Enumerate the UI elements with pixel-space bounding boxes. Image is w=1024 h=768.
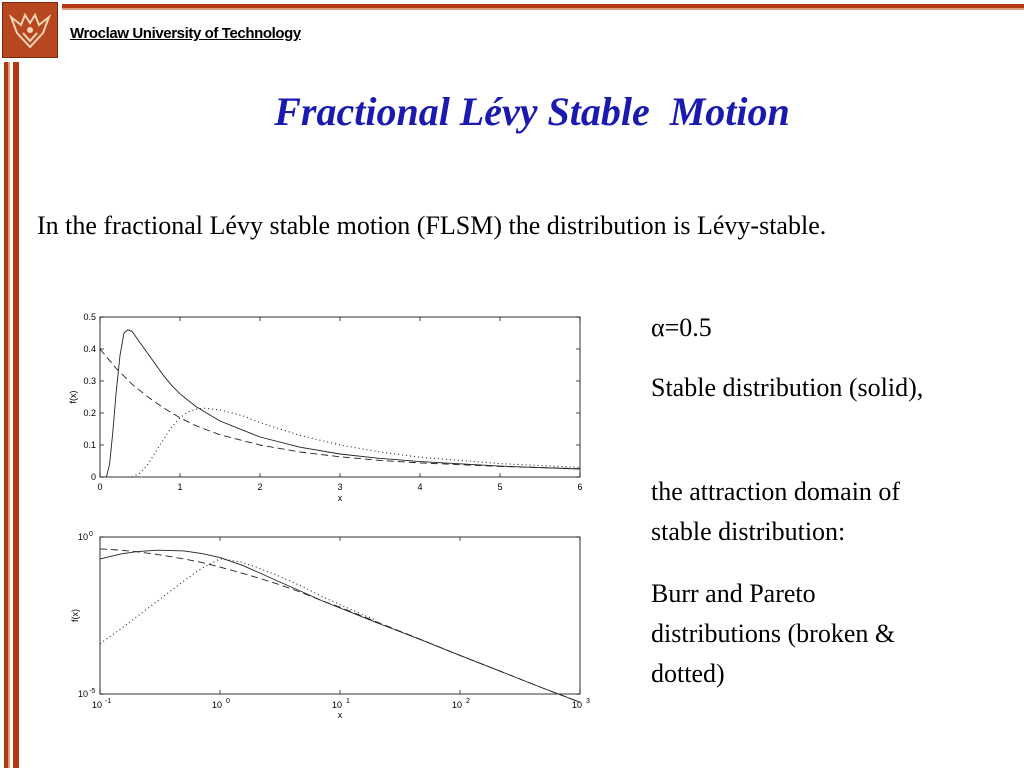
x-axis-label: x bbox=[337, 710, 343, 720]
x-tick-exponent: 0 bbox=[226, 698, 230, 705]
y-tick-label: 0.5 bbox=[83, 312, 96, 322]
linear-density-svg bbox=[58, 306, 598, 508]
x-tick-label: 6 bbox=[577, 482, 583, 492]
y-axis-label: f(x) bbox=[68, 390, 78, 404]
y-tick-label: 0.1 bbox=[83, 440, 96, 450]
intro-text: In the fractional Lévy stable motion (FLSM) the distribution is Lévy-stable. bbox=[37, 211, 827, 240]
y-axis-label: f(x) bbox=[70, 609, 80, 622]
x-tick-label: 3 bbox=[337, 482, 343, 492]
x-tick-label: 10 bbox=[451, 700, 463, 710]
y-tick-exponent: 0 bbox=[89, 531, 93, 538]
series-dashed-line bbox=[100, 349, 580, 469]
sidebar-text-stable: Stable distribution (solid), bbox=[651, 373, 924, 402]
sidebar-text-attraction: the attraction domain of stable distribution: bbox=[651, 477, 901, 546]
series-dashed-line bbox=[100, 549, 580, 702]
x-tick-exponent: 3 bbox=[586, 698, 590, 705]
y-tick-label: 0 bbox=[90, 472, 96, 482]
x-tick-label: 10 bbox=[211, 700, 223, 710]
series-solid-line bbox=[100, 550, 580, 702]
plot-frame bbox=[100, 537, 580, 694]
university-logo bbox=[2, 2, 58, 58]
alpha-symbol: α bbox=[651, 313, 665, 342]
x-tick-exponent: 1 bbox=[346, 698, 350, 705]
x-axis-label: x bbox=[337, 493, 343, 503]
sidebar-text-burr-pareto: Burr and Pareto distributions (broken & dotted) bbox=[651, 579, 896, 688]
slide-title: Fractional Lévy Stable Motion bbox=[274, 89, 790, 134]
x-tick-label: 4 bbox=[417, 482, 423, 492]
series-dotted-line bbox=[100, 559, 376, 644]
x-tick-label: 10 bbox=[91, 700, 103, 710]
side-rule-light bbox=[8, 62, 10, 768]
x-tick-label: 10 bbox=[331, 700, 343, 710]
y-tick-label: 0.2 bbox=[83, 408, 96, 418]
y-tick-label: 0.3 bbox=[83, 376, 96, 386]
side-rule-thick bbox=[13, 62, 19, 768]
x-tick-label: 5 bbox=[497, 482, 503, 492]
x-tick-label: 0 bbox=[97, 482, 103, 492]
x-tick-label: 2 bbox=[257, 482, 263, 492]
alpha-line bbox=[651, 308, 971, 348]
linear-density-plot bbox=[58, 306, 598, 508]
x-tick-label: 1 bbox=[177, 482, 183, 492]
x-tick-label: 10 bbox=[571, 700, 583, 710]
university-name: Wroclaw University of Technology bbox=[70, 25, 301, 42]
loglog-density-svg bbox=[58, 524, 598, 734]
loglog-density-plot bbox=[58, 524, 598, 734]
y-tick-label: 0.4 bbox=[83, 344, 96, 354]
y-tick-label: 10 bbox=[77, 532, 88, 542]
y-tick-label: 10 bbox=[77, 689, 88, 699]
x-tick-exponent: -1 bbox=[104, 698, 112, 705]
series-solid-line bbox=[106, 330, 580, 477]
alpha-value: =0.5 bbox=[664, 313, 712, 342]
x-tick-exponent: 2 bbox=[466, 698, 470, 705]
header-rule-light bbox=[62, 8, 1024, 10]
plot-frame bbox=[100, 317, 580, 477]
y-tick-exponent: -5 bbox=[89, 688, 96, 695]
